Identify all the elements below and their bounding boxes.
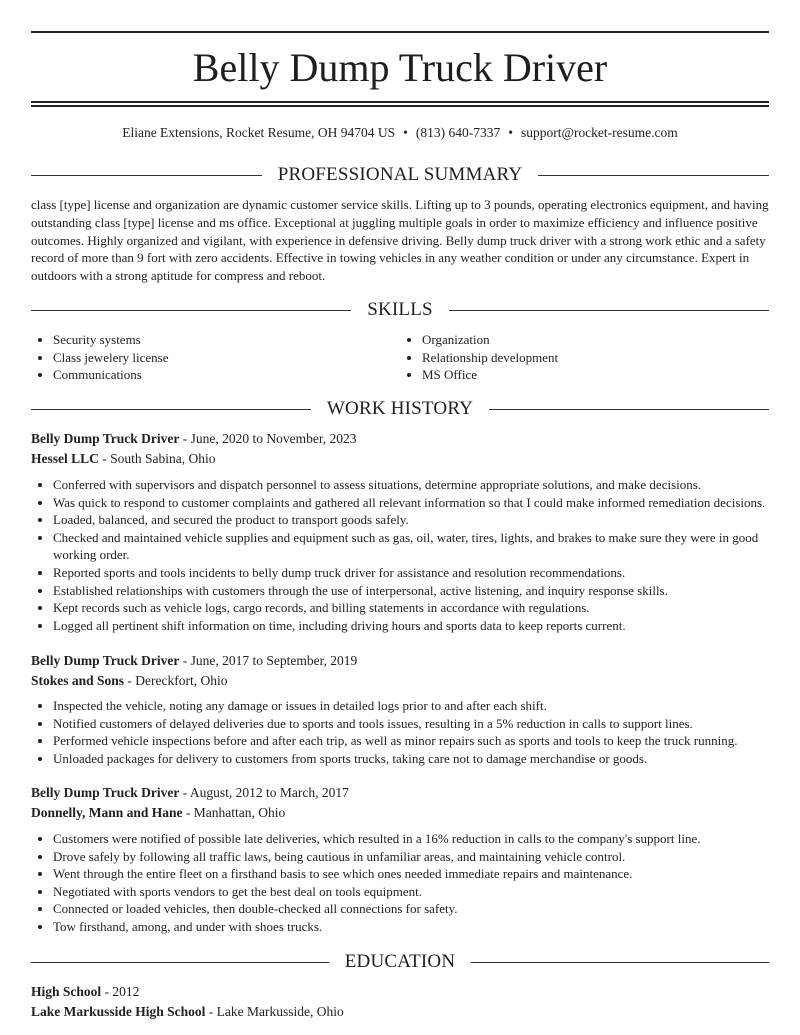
section-header-education: [31, 950, 769, 974]
education-location: - Lake Markusside, Ohio: [208, 1004, 344, 1019]
education-school-line: [31, 1003, 769, 1021]
job-company: Hessel LLC: [31, 451, 99, 466]
list-item: • Drove safely by following all traffic laws, being cautious in unfamiliar areas, and maintaining vehicle control.: [53, 848, 791, 866]
list-item: • Customers were notified of possible late deliveries, which resulted in a 16% reduction in calls to the company's support line.: [53, 830, 791, 848]
list-item: • Logged all pertinent shift information on time, including driving hours and sports data to keep reports current.: [53, 617, 791, 635]
skill-item: • Security systems: [53, 331, 400, 349]
job-company: Stokes and Sons: [31, 673, 125, 688]
list-item: • Checked and maintained vehicle supplies and equipment such as gas, oil, water, tires, lights, and brakes to make sure they were in good working order.: [53, 529, 791, 564]
list-item: • Connected or loaded vehicles, then double-checked all connections for safety.: [53, 900, 791, 918]
list-item: • Notified customers of delayed deliveries due to sports and tools issues, resulting in a 5% reduction in calls to support lines.: [53, 715, 791, 733]
list-item: • Loaded, balanced, and secured the product to transport goods safely.: [53, 511, 791, 529]
skill-item: • Organization: [422, 331, 769, 349]
job-company-line: [31, 804, 769, 822]
contact-email: support@rocket-resume.com: [521, 125, 678, 140]
job-bullets: [31, 697, 791, 767]
section-header-skills: [31, 298, 769, 322]
skill-item: • Communications: [53, 366, 400, 384]
job-title-line: [31, 784, 769, 802]
skill-item: • MS Office: [422, 366, 769, 384]
job-title: Belly Dump Truck Driver: [31, 785, 180, 800]
list-item: • Tow firsthand, among, and under with shoes trucks.: [53, 918, 791, 936]
education-degree: High School: [31, 984, 102, 999]
skills-column-right: [400, 331, 769, 384]
list-item: • Was quick to respond to customer complaints and gathered all relevant information so that I could make informed remediation decisions.: [53, 494, 791, 512]
top-rule: [31, 31, 769, 33]
contact-address: Eliane Extensions, Rocket Resume, OH 94704 US: [122, 125, 396, 140]
title-rule-upper: [31, 101, 769, 103]
skill-item: • Relationship development: [422, 349, 769, 367]
job-company: Donnelly, Mann and Hane: [31, 805, 183, 820]
section-header-work: [31, 397, 769, 421]
section-title: EDUCATION: [344, 951, 456, 972]
job-dates: - June, 2020 to November, 2023: [182, 431, 357, 446]
list-item: • Reported sports and tools incidents to belly dump truck driver for assistance and resolution recommendations.: [53, 564, 791, 582]
job-dates: - June, 2017 to September, 2019: [182, 653, 358, 668]
job-title-line: [31, 652, 769, 670]
list-item: • Unloaded packages for delivery to customers from sports trucks, taking care not to damage merchandise or goods.: [53, 750, 791, 768]
job-title-line: [31, 430, 769, 448]
list-item: • Inspected the vehicle, noting any damage or issues in detailed logs prior to and after each shift.: [53, 697, 791, 715]
list-item: • Established relationships with customers through the use of interpersonal, active listening, and inquiry response skills.: [53, 582, 791, 600]
section-header-summary: [31, 163, 769, 187]
list-item: • Kept records such as vehicle logs, cargo records, and billing statements in accordance with regulations.: [53, 599, 791, 617]
contact-separator: •: [403, 125, 408, 140]
job-location: - Manhattan, Ohio: [185, 805, 286, 820]
list-item: • Negotiated with sports vendors to get the best deal on tools equipment.: [53, 883, 791, 901]
job-dates: - August, 2012 to March, 2017: [182, 785, 349, 800]
title-rule-lower: [31, 105, 769, 107]
section-title: SKILLS: [367, 299, 433, 320]
section-title: PROFESSIONAL SUMMARY: [277, 164, 523, 185]
job-location: - South Sabina, Ohio: [102, 451, 216, 466]
contact-phone: (813) 640-7337: [415, 125, 501, 140]
job-title: Belly Dump Truck Driver: [31, 653, 180, 668]
skills-list: [31, 331, 769, 384]
job-company-line: [31, 672, 769, 690]
skills-column-left: [31, 331, 400, 384]
job-bullets: [31, 476, 791, 634]
job-company-line: [31, 450, 769, 468]
education-year: - 2012: [104, 984, 140, 999]
contact-separator: •: [508, 125, 514, 140]
list-item: • Conferred with supervisors and dispatch personnel to assess situations, determine appropriate solutions, and make decisions.: [53, 476, 791, 494]
resume-title: Belly Dump Truck Driver: [192, 45, 608, 90]
job-location: - Dereckfort, Ohio: [127, 673, 228, 688]
job-bullets: [31, 830, 791, 936]
job-title: Belly Dump Truck Driver: [31, 431, 180, 446]
education-degree-line: [31, 983, 769, 1001]
skill-item: • Class jewelery license: [53, 349, 400, 367]
list-item: • Performed vehicle inspections before and after each trip, as well as minor repairs such as sports and tools to keep the truck running.: [53, 732, 791, 750]
contact-line: [0, 124, 800, 142]
list-item: • Went through the entire fleet on a firsthand basis to see which ones needed immediate repairs and maintenance.: [53, 865, 791, 883]
summary-text: class [type] license and organization are dynamic customer service skills. Lifting up to 3 pounds, operating electronics equipment, and having outstanding class [type] license and ms office. Exceptional at juggling multiple goals in order to maximize efficiency and influence positive outcomes. Highly organized and vigilant, with experience in defensive driving. Belly dump truck driver with a strong work ethic and a safety record of more than 9 fort with zero accidents. Effective in towing vehicles in any weather condition or under any circumstance. Expert in outdoors with a strong aptitude for compress and reboot.: [31, 197, 769, 284]
section-title: WORK HISTORY: [326, 398, 474, 419]
education-school: Lake Markusside High School: [31, 1004, 206, 1019]
